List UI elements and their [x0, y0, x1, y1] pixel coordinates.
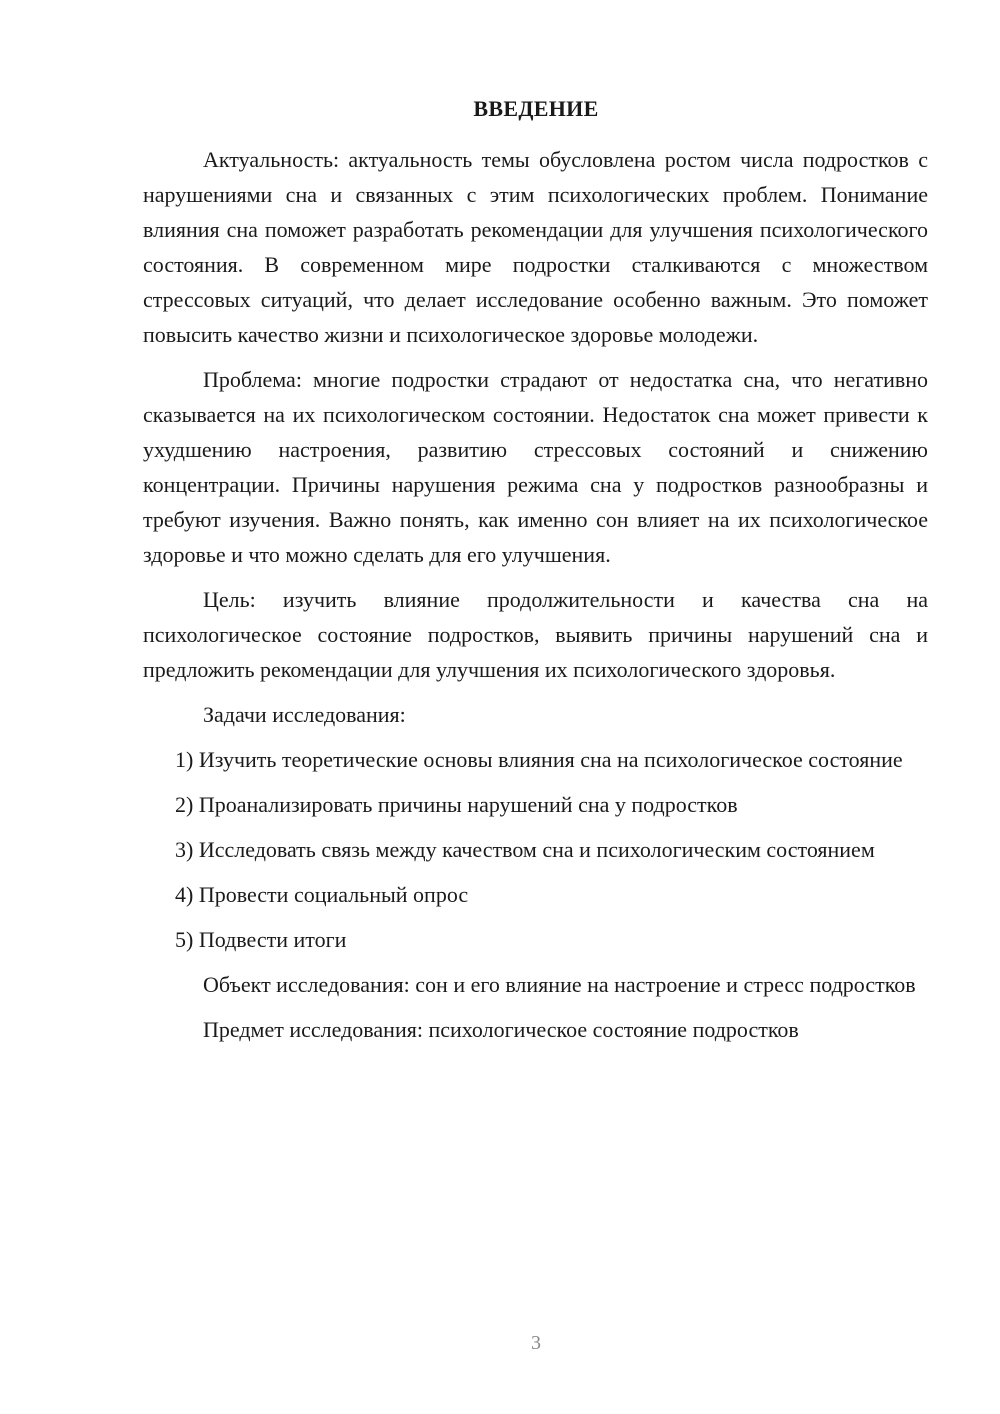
task-item-2: 2) Проанализировать причины нарушений сна у подростков — [175, 792, 738, 817]
document-body — [143, 142, 928, 1057]
tasks-heading: Задачи исследования: — [203, 702, 406, 727]
paragraph-goal: Цель: изучить влияние продолжительности и качества сна на психологическое состояние подростков, выявить причины нарушений сна и предложить рекомендации для улучшения их психологического здоровья. — [143, 587, 928, 682]
paragraph-object: Объект исследования: сон и его влияние на настроение и стресс подростков — [203, 972, 916, 997]
task-item-5: 5) Подвести итоги — [175, 927, 347, 952]
task-item-3: 3) Исследовать связь между качеством сна и психологическим состоянием — [175, 837, 875, 862]
paragraph-subject: Предмет исследования: психологическое состояние подростков — [203, 1017, 799, 1042]
page-number: 3 — [531, 1332, 541, 1354]
task-item-1: 1) Изучить теоретические основы влияния сна на психологическое состояние — [175, 747, 903, 772]
paragraph-problem: Проблема: многие подростки страдают от недостатка сна, что негативно сказывается на их психологическом состоянии. Недостаток сна может привести к ухудшению настроения, развитию стрессовых состояний и снижению концентрации. Причины нарушения режима сна у подростков разнообразны и требуют изучения. Важно понять, как именно сон влияет на их психологическое здоровье и что можно сделать для его улучшения. — [143, 367, 928, 567]
task-item-4: 4) Провести социальный опрос — [175, 882, 469, 907]
paragraph-relevance: Актуальность: актуальность темы обусловлена ростом числа подростков с нарушениями сна и связанных с этим психологических проблем. Понимание влияния сна поможет разработать рекомендации для улучшения психологического состояния. В современном мире подростки сталкиваются с множеством стрессовых ситуаций, что делает исследование особенно важным. Это поможет повысить качество жизни и психологическое здоровье молодежи. — [143, 147, 928, 347]
section-heading: ВВЕДЕНИЕ — [473, 96, 599, 121]
